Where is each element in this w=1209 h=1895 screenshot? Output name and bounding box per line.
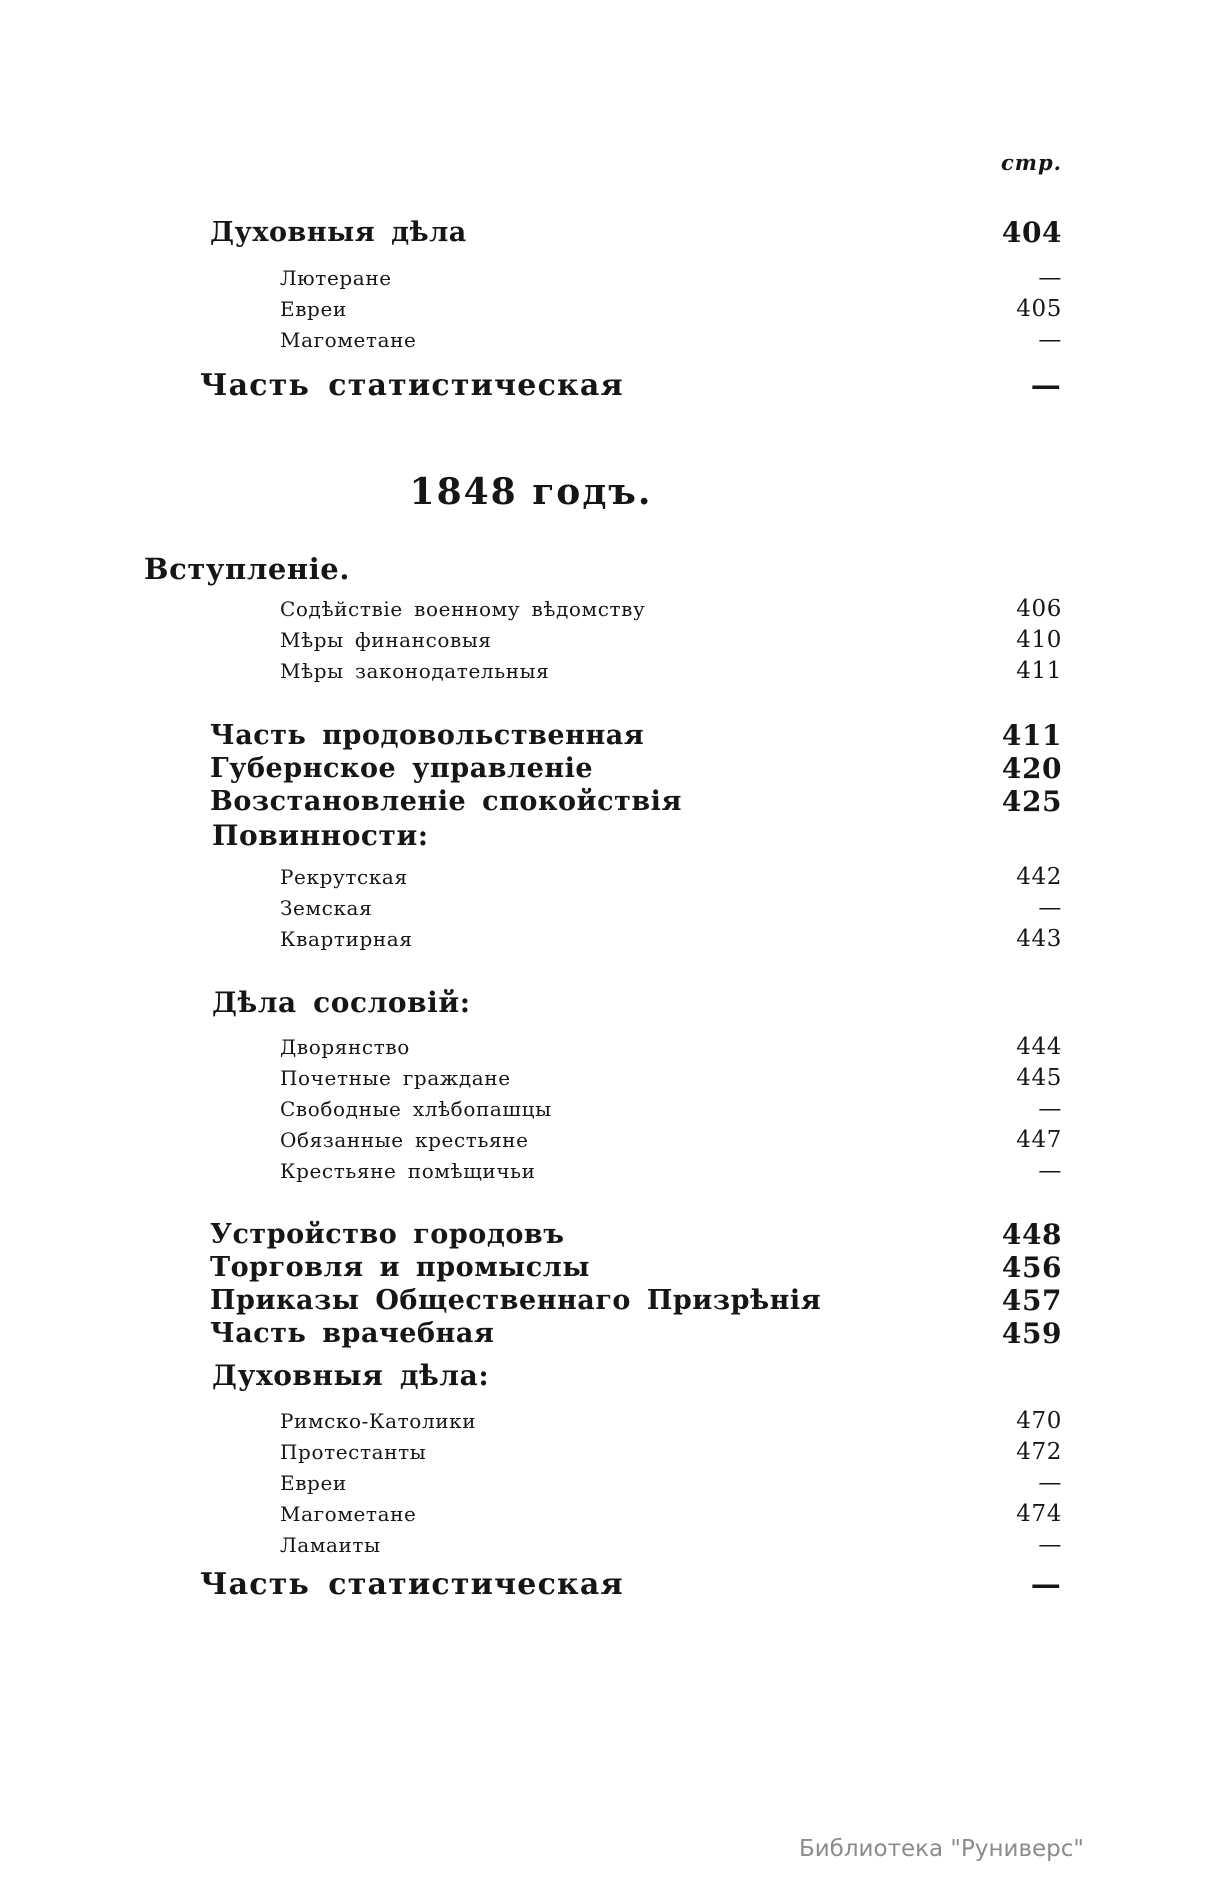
toc-entry [210, 1284, 1062, 1317]
toc-entry-page: 459 [1001, 1317, 1062, 1350]
toc-entry-label: Дворянство [280, 1035, 410, 1059]
toc-entry [280, 1530, 1062, 1561]
toc-entry-page: 406 [1016, 596, 1062, 622]
toc-block [0, 985, 1062, 1021]
toc-entry [280, 893, 1062, 924]
toc-entry-label: Часть врачебная [210, 1318, 495, 1349]
toc-entry [280, 1063, 1062, 1094]
toc-entry-page: 405 [1016, 296, 1062, 322]
toc-entry-label: Почетные граждане [280, 1066, 511, 1090]
year-heading: 1848 годъ. [409, 471, 653, 513]
toc-entry [200, 366, 1062, 406]
library-watermark: Библиотека "Руниверс" [798, 1836, 1084, 1862]
toc-entry-page: 420 [1001, 752, 1062, 785]
toc-block [0, 862, 1062, 955]
toc-entry-label: Свободные хлѣбопашцы [280, 1097, 552, 1121]
toc-entry-page: 470 [1016, 1408, 1062, 1434]
toc-entry-label: Крестьяне помѣщичьи [280, 1159, 536, 1183]
toc-entry-page: 442 [1016, 864, 1062, 890]
toc-entry-label: Магометане [280, 328, 417, 352]
toc-entry-label: Евреи [280, 297, 347, 321]
toc-entry [210, 1251, 1062, 1284]
toc-entry-label: Римско-Католики [280, 1409, 477, 1433]
toc-entry [212, 818, 1062, 854]
toc-entry-label: Торговля и промыслы [210, 1252, 590, 1283]
page-column-header: стр. [1000, 150, 1062, 175]
toc-entry-label: Обязанные крестьяне [280, 1128, 529, 1152]
toc-entry [280, 594, 1062, 625]
toc-block [0, 366, 1062, 406]
toc-entry [280, 1032, 1062, 1063]
toc-entry-label: Возстановленіе спокойствія [210, 786, 682, 817]
toc-entry-page: 410 [1016, 627, 1062, 653]
toc-entry-page: 448 [1001, 1218, 1062, 1251]
toc-block [0, 550, 1062, 588]
toc-entry [210, 1317, 1062, 1350]
toc-block [0, 263, 1062, 356]
toc-entry-label: Духовныя дѣла [210, 217, 467, 248]
toc-entry-label: Евреи [280, 1471, 347, 1495]
toc-entry [280, 1125, 1062, 1156]
toc-entry-label: Протестанты [280, 1440, 427, 1464]
toc-entry-page: 457 [1001, 1284, 1062, 1317]
toc-block [0, 1406, 1062, 1561]
toc-entry-label: Магометане [280, 1502, 417, 1526]
toc-block [0, 594, 1062, 687]
toc-entry [280, 924, 1062, 955]
toc-block [0, 216, 1062, 249]
toc-entry [280, 1156, 1062, 1187]
toc-entry [280, 294, 1062, 325]
toc-entry-label: Часть статистическая [200, 1567, 624, 1602]
toc-entry [280, 656, 1062, 687]
toc-entry-page: 456 [1001, 1251, 1062, 1284]
toc-entry-label: Губернское управленіе [210, 753, 594, 784]
toc-entry-label: Ламаиты [280, 1533, 381, 1557]
toc-entry [280, 1468, 1062, 1499]
toc-entry-label: Приказы Общественнаго Призрѣнія [210, 1285, 822, 1316]
toc-entry-label: Устройство городовъ [210, 1219, 565, 1250]
toc-entry-page: — [1030, 1567, 1062, 1602]
toc-entry [280, 1499, 1062, 1530]
toc-entry [280, 1094, 1062, 1125]
toc-entry [210, 752, 1062, 785]
toc-block [0, 1358, 1062, 1394]
toc-entry-page: — [1038, 1532, 1062, 1558]
toc-entry-page: 404 [1001, 216, 1062, 249]
toc-entry-label: Содѣйствіе военному вѣдомству [280, 597, 646, 621]
toc-block [0, 1565, 1062, 1605]
toc-entry [210, 785, 1062, 818]
toc-entry-label: Часть статистическая [200, 368, 624, 403]
toc-entry [280, 1437, 1062, 1468]
toc-entry-label: Лютеране [280, 266, 392, 290]
toc-entry [210, 1218, 1062, 1251]
toc-entry-label: Повинности: [212, 819, 429, 852]
toc [0, 216, 1062, 1605]
toc-entry-page: — [1038, 1158, 1062, 1184]
toc-entry-page: — [1038, 327, 1062, 353]
toc-entry-page: 474 [1016, 1501, 1062, 1527]
toc-block [0, 1032, 1062, 1187]
toc-entry-label: Вступленіе. [144, 552, 350, 586]
toc-entry-page: 411 [1001, 719, 1062, 752]
toc-entry-page: 411 [1016, 658, 1062, 684]
toc-entry-page: — [1038, 265, 1062, 291]
toc-entry-page: — [1038, 895, 1062, 921]
toc-entry-page: — [1038, 1470, 1062, 1496]
toc-entry-page: 425 [1001, 785, 1062, 818]
toc-entry-label: Мѣры законодательныя [280, 659, 550, 683]
toc-entry [280, 1406, 1062, 1437]
toc-entry-page: 444 [1016, 1034, 1062, 1060]
toc-entry-label: Духовныя дѣла: [212, 1359, 490, 1392]
toc-entry [280, 862, 1062, 893]
toc-entry [144, 550, 1062, 588]
toc-entry-label: Часть продовольственная [210, 720, 645, 751]
toc-entry [210, 216, 1062, 249]
toc-entry-page: 443 [1016, 926, 1062, 952]
toc-block [0, 719, 1062, 854]
toc-entry-page: — [1030, 368, 1062, 403]
toc-entry-label: Квартирная [280, 927, 413, 951]
toc-entry-label: Мѣры финансовыя [280, 628, 492, 652]
toc-entry-page: 472 [1016, 1439, 1062, 1465]
toc-entry [212, 1358, 1062, 1394]
toc-entry [280, 263, 1062, 294]
toc-entry [200, 1565, 1062, 1605]
toc-entry-page: 445 [1016, 1065, 1062, 1091]
toc-entry [280, 625, 1062, 656]
toc-entry-page: 447 [1016, 1127, 1062, 1153]
toc-block [0, 1218, 1062, 1350]
toc-entry [280, 325, 1062, 356]
toc-entry-page: — [1038, 1096, 1062, 1122]
toc-entry-label: Рекрутская [280, 865, 408, 889]
toc-entry-label: Дѣла сословій: [212, 986, 471, 1019]
toc-entry-label: Земская [280, 896, 373, 920]
toc-entry [210, 719, 1062, 752]
toc-entry [212, 985, 1062, 1021]
